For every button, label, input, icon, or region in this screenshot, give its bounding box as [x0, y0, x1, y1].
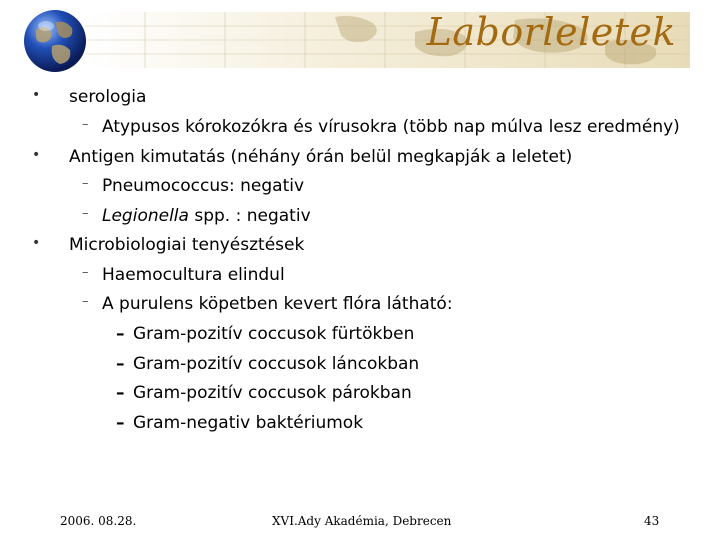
italic-genus: Legionella [102, 206, 189, 226]
footer-date: 2006. 08.28. [60, 514, 137, 528]
sub-item-text [102, 206, 311, 226]
dash-icon: – [116, 413, 125, 433]
sub-item-text: Atypusos kórokozókra és vírusokra (több nap múlva lesz eredmény) [102, 117, 680, 137]
sub-item-text: Haemocultura elindul [102, 265, 285, 285]
sub-item-text: A purulens köpetben kevert flóra látható: [102, 294, 453, 314]
sub-sub-item-text: Gram-pozitív coccusok láncokban [133, 354, 420, 374]
sub-sub-item-text: Gram-negativ baktériumok [133, 413, 364, 433]
bullet-icon: • [32, 87, 41, 103]
sub-sub-item-text: Gram-pozitív coccusok fürtökben [133, 324, 415, 344]
dash-icon: – [116, 354, 125, 374]
bullet-text: Microbiologiai tenyésztések [69, 235, 305, 255]
dash-icon: – [116, 324, 125, 344]
sub-sub-item-text: Gram-pozitív coccusok párokban [133, 383, 412, 403]
dash-icon: – [82, 206, 89, 221]
dash-icon: – [82, 294, 89, 309]
dash-icon: – [82, 265, 89, 280]
sub-item-rest: spp. : negativ [188, 206, 311, 226]
bullet-text: Antigen kimutatás (néhány órán belül megkapják a leletet) [69, 147, 573, 167]
sub-item-text: Pneumococcus: negativ [102, 176, 305, 196]
footer-event: XVI.Ady Akadémia, Debrecen [272, 514, 452, 528]
dash-icon: – [82, 176, 89, 191]
slide-title: Laborleletek [426, 10, 676, 54]
globe-icon [22, 8, 88, 74]
bullet-icon: • [32, 147, 41, 163]
dash-icon: – [82, 117, 89, 132]
bullet-text: serologia [69, 87, 147, 107]
footer-page-number: 43 [644, 514, 660, 528]
dash-icon: – [116, 383, 125, 403]
bullet-icon: • [32, 235, 41, 251]
